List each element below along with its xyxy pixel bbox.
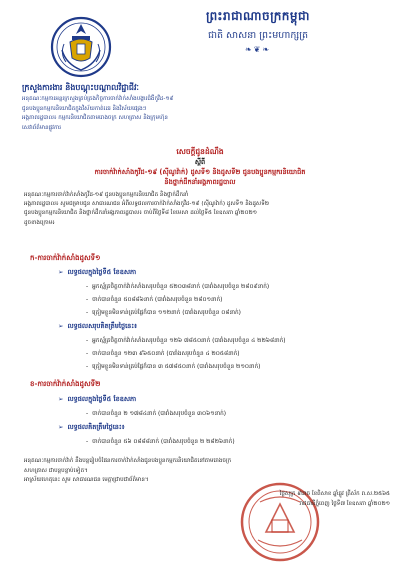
section-b1-title: [58, 395, 136, 405]
closing-paragraph: [24, 457, 376, 486]
closing-line: សហគ្រាស ជាបន្តបន្ទាប់ទៀត។: [24, 467, 88, 474]
about-label: ស្តីពី: [194, 158, 206, 166]
list-item: - ត្រៀមខ្លួនមិនទាន់គ្រប់ផ្លែក៏បាន ១១២នាក់ (បារាំងសរុបចំនួន ០៨នាក់): [86, 310, 241, 316]
list-item: - ត្រៀមខ្លួនមិនទាន់គ្រប់ផ្លែក៏បាន ៣ ៥៧៨៥០នាក់ (បារាំងសរុបចំនួន ២១០នាក់): [86, 364, 261, 370]
kingdom-title: ព្រះរាជាណាចក្រកម្ពុជា: [206, 9, 310, 23]
list-item: - អ្នកស្ម័គ្រចិត្តចាក់វ៉ាក់សាំងសរុបចំនួន ១២៦ ៧៨៥០នាក់ (បារាំងសរុបចំនួន ៤ ២២៦៨នាក់): [86, 338, 286, 344]
ministry-line: ជូនបងប្អូនកម្មករនិយោជិតក្នុងវិស័យកាត់ដេរ និងវិស័យផ្សេងៗ: [22, 105, 147, 112]
press-release-title: សេចក្តីជូនដំណឹង: [176, 147, 224, 156]
list-item: - ចាក់បានចំនួន ២ ១៧៨៤នាក់ (បារាំងសរុបចំនួន ៣០៦១នាក់): [86, 411, 227, 417]
section-a-title: ក-ការចាក់វ៉ាក់សាំងដូសទី១: [30, 254, 101, 262]
subject-line: និងថ្នាក់ដឹកនាំអង្គភាពរដ្ឋបាល: [164, 177, 236, 186]
list-item: - ចាក់បានចំនួន ៥៦ ០៨៨៨នាក់ (បារាំងសរុបចំនួន ២ ២៨២៦នាក់): [86, 439, 235, 445]
kingdom-header: [138, 8, 378, 54]
list-item: - ចាក់បានចំនួន ៥០៨៨៦នាក់ (បារាំងសរុបចំនួន ២៨០១នាក់): [86, 297, 223, 303]
checkbox-icon: ➢: [58, 395, 64, 403]
section-b2-label: លទ្ធផលគិតត្រឹមថ្ងៃនេះ៖: [67, 423, 125, 431]
section-a2-label: លទ្ធផលសរុបគិតត្រឹមថ្ងៃនេះ៖: [67, 322, 137, 330]
checkbox-icon: ➢: [58, 322, 64, 330]
kingdom-motto: ជាតិ សាសនា ព្រះមហាក្សត្រ: [207, 30, 309, 41]
section-b2-title: [58, 423, 125, 433]
section-a1-title: [58, 268, 136, 278]
lunar-date: ថ្ងៃសុក្រ ៩រោច ខែពិសាខ ឆ្នាំឆ្លូវ ត្រីស័ក ព.ស.២៥៦៥: [279, 491, 390, 497]
intro-line: អង្គភាពរដ្ឋបាល៖ សូមជម្រាបជូន សាធារណជន អំពីលទ្ធផលការចាក់វ៉ាក់សាំងកូវីដ-១៩ (ស៊ីណូវ៉ាក់) ដូសទី១ និងដូសទី២: [24, 201, 270, 208]
intro-paragraph: [24, 191, 376, 228]
section-b-title: ខ-ការចាក់វ៉ាក់សាំងដូសទី២: [30, 380, 101, 388]
subject-heading: [40, 168, 360, 188]
ministry-line: អង្គភាពរដ្ឋបាល៖ កម្មករនិយោជិតតាមរោងចក្រ សហគ្រាស និងក្រុមហ៊ុន: [22, 115, 168, 122]
ministry-line: អនុគណៈកម្មការអន្តរក្រសួងគ្រប់គ្រងកិច្ចការចាក់វ៉ាក់សាំងបង្ការជំងឺកូវីដ-១៩: [22, 96, 174, 102]
list-item: - អ្នកស្ម័គ្រចិត្តចាក់វ៉ាក់សាំងសរុបចំនួន ៥២០៣៨នាក់ (បារាំងសរុបចំនួន ២៨០៩នាក់): [86, 284, 270, 290]
section-a2-title: [58, 322, 137, 332]
ministry-block: [22, 82, 242, 133]
subject-line: ការចាក់វ៉ាក់សាំងកូវីដ-១៩ (ស៊ីណូវ៉ាក់) ដូសទី១ និងដូសទី២ ជូនបងប្អូនកម្មករនិយោជិត: [94, 168, 306, 176]
ornament: ❧❦❧: [244, 45, 272, 54]
ministry-name: ក្រសួងការងារ និងបណ្តុះបណ្តាលវិជ្ជាជីវៈ: [22, 83, 139, 92]
section-b1-label: លទ្ធផលក្នុងថ្ងៃទី៥ ខែឧសភា: [67, 395, 137, 403]
intro-line: ដូចខាងក្រោម៖: [24, 219, 55, 226]
solar-date: រាជធានីភ្នំពេញ ថ្ងៃទី៧ ខែឧសភា ឆ្នាំ២០២១: [299, 500, 390, 507]
checkbox-icon: ➢: [58, 423, 64, 431]
ministry-line: សេវាព័ត៌មានផ្លូវការ: [22, 124, 62, 131]
checkbox-icon: ➢: [58, 268, 64, 276]
ministry-emblem-icon: [50, 14, 112, 80]
intro-line: អនុគណៈកម្មការចាក់វ៉ាក់សាំងកូវីដ-១៩ ជូនបងប្អូនកម្មករនិយោជិត និងថ្នាក់ដឹកនាំ: [24, 192, 189, 198]
list-item: - ចាក់បានចំនួន ១២៣ ៩៦៥០នាក់ (បារាំងសរុបចំនួន ៤ ២០៥៨នាក់): [86, 351, 240, 357]
closing-line: អនុគណៈកម្មការចាក់វ៉ាក់ នឹងបន្តរៀបចំផែនការចាក់វ៉ាក់សាំងជូនបងប្អូនកម្មករនិយោជិតនៅតាមរោងចក្រ: [24, 458, 232, 464]
closing-line: អាស្រ័យហេតុនេះ សូម សាធារណជន មេត្តាជ្រាបជាព័ត៌មាន។: [24, 477, 149, 483]
section-a1-label: លទ្ធផលក្នុងថ្ងៃទី៥ ខែឧសភា: [67, 268, 137, 276]
intro-line: ជូនបងប្អូនកម្មករនិយោជិត និងថ្នាក់ដឹកនាំអង្គភាពរដ្ឋបាល៖ ចាប់ពីថ្ងៃទី៨ ខែមេសា ដល់ថ្ងៃទី៥ ខែឧសភា ឆ្នាំ២០២១: [24, 210, 257, 217]
date-block: [230, 490, 390, 509]
